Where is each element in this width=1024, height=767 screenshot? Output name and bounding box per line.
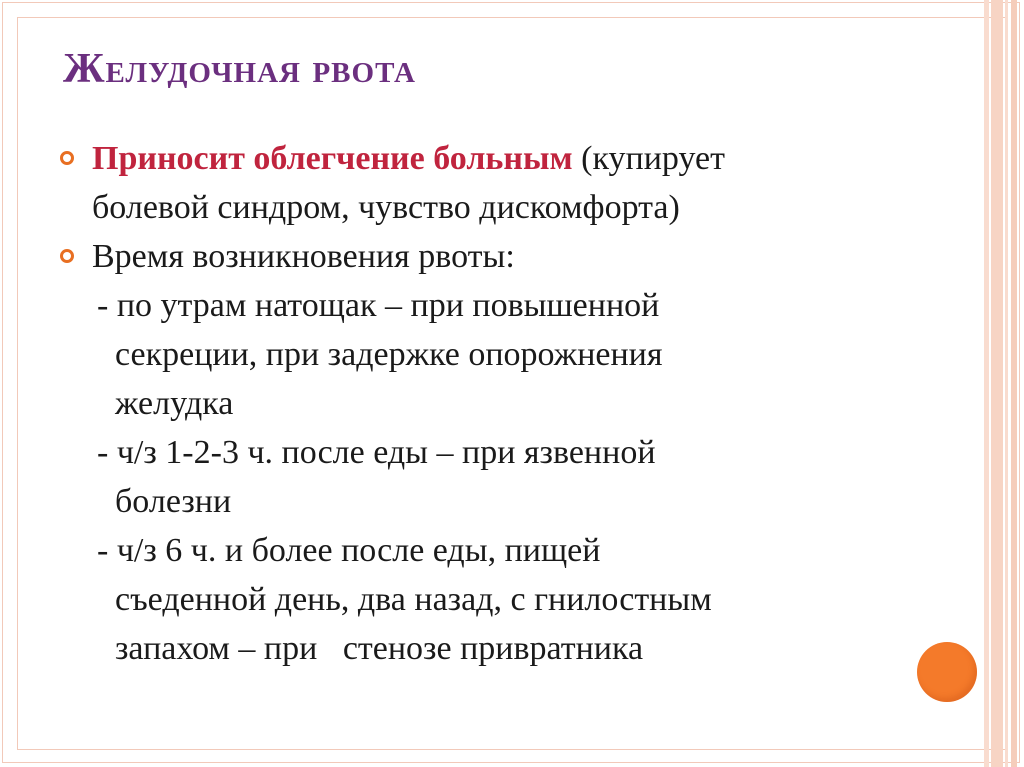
sub-item-line: секреции, при задержке опорожнения <box>115 336 663 373</box>
bullet-text: (купирует <box>572 140 725 177</box>
slide-title: Желудочная рвота <box>63 46 416 92</box>
sub-item-line: - по утрам натощак – при повышенной <box>97 287 660 324</box>
decor-stripe <box>984 0 989 767</box>
decor-stripe <box>1011 0 1017 767</box>
bullet-emphasis: Приносит облегчение больным <box>92 140 573 177</box>
bullet-ring-icon <box>60 151 74 165</box>
sub-item-line: - ч/з 6 ч. и более после еды, пищей <box>97 532 601 569</box>
slide-content <box>60 134 970 673</box>
bullet-text: Время возникновения рвоты: <box>92 238 515 275</box>
bullet-item <box>60 232 970 281</box>
sub-item-line: желудка <box>115 385 234 422</box>
bullet-continuation: болевой синдром, чувство дискомфорта) <box>92 189 680 226</box>
bullet-ring-icon <box>60 249 74 263</box>
decor-stripe <box>991 0 1003 767</box>
sub-item-line: запахом – при стенозе привратника <box>115 630 644 667</box>
sub-item-line: болезни <box>115 483 232 520</box>
sub-item-line: съеденной день, два назад, с гнилостным <box>115 581 712 618</box>
bullet-item <box>60 134 970 183</box>
sub-item-line: - ч/з 1-2-3 ч. после еды – при язвенной <box>97 434 656 471</box>
decor-stripe <box>1005 0 1008 767</box>
decor-circle <box>917 642 977 702</box>
